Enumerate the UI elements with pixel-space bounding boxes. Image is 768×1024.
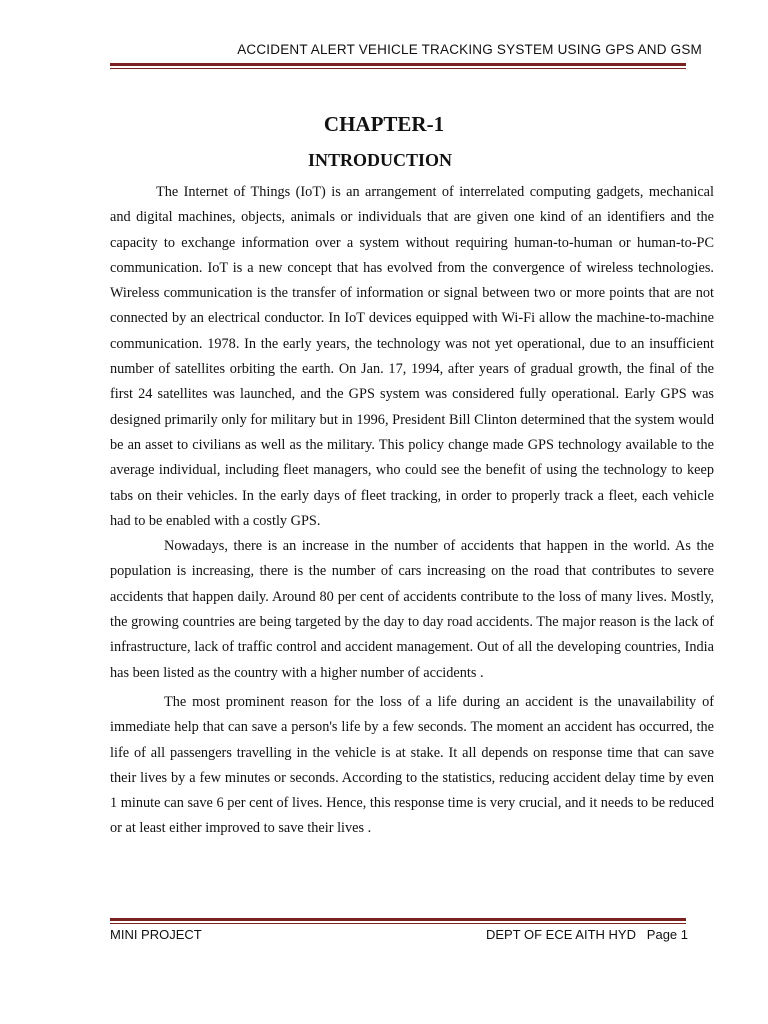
chapter-number [0,112,768,137]
chapter-title: INTRODUCTION [307,150,453,170]
footer-project: MINI PROJECT [110,927,202,942]
paragraph-1: The Internet of Things (IoT) is an arrangement of interrelated computing gadgets, mechanical and digital machines, objects, animals or individuals that are given one kind of an identifiers and the capacity to exchange information over a system without requiring human-to-human or human-to-PC communication. IoT is a new concept that has evolved from the convergence of wireless technologies. Wireless communication is the transfer of information or signal between two or more points that are not connected by an electrical conductor. In IoT devices equipped with Wi-Fi allow the machine-to-machine communication. 1978. In the early years, the technology was not yet operational, due to an insufficient number of satellites orbiting the earth. On Jan. 17, 1994, after years of gradual growth, the final of the first 24 satellites was launched, and the GPS system was considered fully operational. Early GPS was designed primarily only for military but in 1996, President Bill Clinton determined that the system would be an asset to civilians as well as the military. This policy change made GPS technology available to the average individual, including fleet managers, who could see the benefit of using the technology to keep tabs on their vehicles. In the early days of fleet tracking, in order to properly track a fleet, each vehicle had to be enabled with a costly GPS. [110,184,714,529]
paragraph-2: Nowadays, there is an increase in the number of accidents that happen in the world. As the population is increasing, there is the number of cars increasing on the road that contributes to severe accidents that happen daily. Around 80 per cent of accidents contribute to the loss of many lives. Mostly, the growing countries are being targeted by the day to day road accidents. The major reason is the lack of infrastructure, lack of traffic control and accident management. Out of all the developing countries, India has been listed as the country with a higher number of accidents . [110,538,714,681]
header-rule [110,63,686,69]
body-text [110,180,714,842]
running-header: ACCIDENT ALERT VEHICLE TRACKING SYSTEM USING GPS AND GSM [237,42,702,57]
chapter-number-text: CHAPTER-1 [323,112,445,136]
footer-page-text: DEPT OF ECE AITH HYD Page 1 [485,927,688,942]
footer-page-info [486,927,688,942]
paragraph-3: The most prominent reason for the loss of a life during an accident is the unavailability of immediate help that can save a person's life by a few seconds. The moment an accident has occurred, the life of all passengers travelling in the vehicle is at stake. It all depends on response time that can save their lives by a few minutes or seconds. According to the statistics, reducing accident delay time by even 1 minute can save 6 per cent of lives. Hence, this response time is very crucial, and it needs to be reduced or at least either improved to save their lives . [110,693,714,837]
footer-rule [110,918,686,924]
